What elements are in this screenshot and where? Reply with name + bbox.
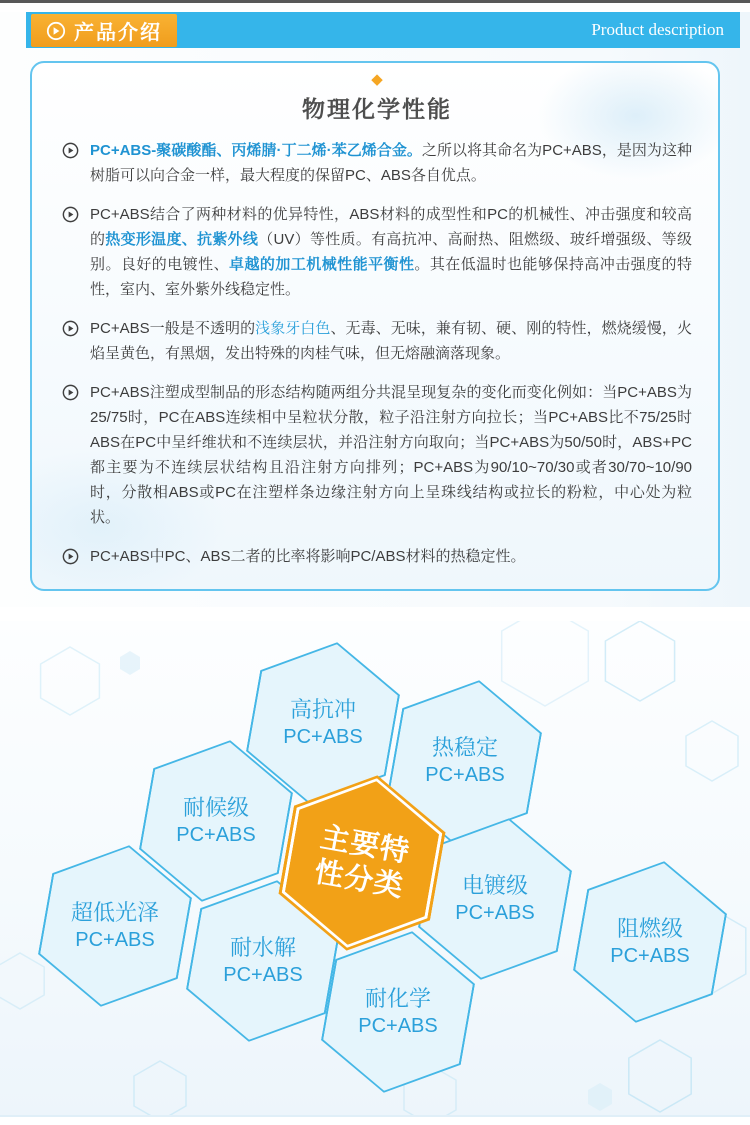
feature-name: 耐水解 xyxy=(229,935,296,960)
material-name: PC+ABS xyxy=(358,1015,438,1037)
material-name: PC+ABS xyxy=(75,929,155,951)
arrow-circle-icon xyxy=(62,320,79,366)
text-segment: PC+ABS一般是不透明的 xyxy=(90,320,256,337)
bullet-item xyxy=(62,202,692,302)
highlighted-phrase: 热变形温度、抗紫外线 xyxy=(105,231,259,248)
card-title: 物理化学性能 xyxy=(302,96,452,122)
material-name: PC+ABS xyxy=(283,726,363,748)
hexagon-ultra-low-gloss xyxy=(44,844,186,1008)
feature-name: 超低光泽 xyxy=(70,900,159,925)
text-segment: PC+ABS结合了两种材料的优异特性，ABS材料的成型性和PC的机械性、冲击强度和较高的 xyxy=(90,206,692,248)
hexagon-main-category xyxy=(285,774,439,952)
highlighted-phrase: PC+ABS-聚碳酸酯、丙烯腈·丁二烯·苯乙烯合金。 xyxy=(90,142,422,159)
main-category-line2: 性分类 xyxy=(311,856,407,904)
bullet-item xyxy=(62,544,692,569)
properties-card xyxy=(30,61,720,591)
material-name: PC+ABS xyxy=(223,964,303,986)
bullet-item xyxy=(62,380,692,530)
material-name: PC+ABS xyxy=(455,902,535,924)
section-title: 产品介绍 xyxy=(74,22,162,44)
material-name: PC+ABS xyxy=(176,824,256,846)
text-segment: 、无毒、无味，兼有韧、硬、刚的特性，燃烧缓慢，火焰呈黄色，有黑烟，发出特殊的肉桂气味，但无熔融滴落现象。 xyxy=(90,320,692,362)
section-title-badge xyxy=(31,14,177,47)
bullet-text xyxy=(90,380,692,530)
hexagon-flame-retardant xyxy=(579,860,721,1024)
text-segment: （UV）等性质。有高抗冲、高耐热、阻燃级、玻纤增强级、等级别。良好的电镀性、 xyxy=(90,231,692,273)
section-header-bar xyxy=(26,12,740,48)
bullet-text xyxy=(90,544,526,569)
section-subtitle-en: Product description xyxy=(591,20,724,39)
feature-classification-panel xyxy=(0,621,750,1117)
feature-name: 热稳定 xyxy=(431,735,498,760)
arrow-circle-icon xyxy=(62,384,79,530)
highlighted-phrase: 卓越的加工机械性能平衡性 xyxy=(229,256,415,273)
feature-name: 耐化学 xyxy=(364,986,431,1011)
hexagon-label xyxy=(271,762,454,964)
upper-section xyxy=(0,12,750,607)
diamond-icon: ◆ xyxy=(371,71,383,88)
highlighted-phrase: 浅象牙白色 xyxy=(255,320,331,337)
main-category-line1: 主要特 xyxy=(318,821,413,869)
bullet-text xyxy=(90,316,692,366)
text-segment: PC+ABS注塑成型制品的形态结构随两组分共混呈现复杂的变化而变化例如：当PC+ABS为25/75时，PC在ABS连续相中呈粒状分散，粒子沿注射方向拉长；当PC+ABS比不75/25时ABS在PC中呈纤维状和不连续层状，并沿注射方向取向；当PC+ABS为50/50时，ABS+PC都主要为不连续层状结构且沿注射方向排列；PC+ABS为90/10~70/30或者30/70~10/90时，分散相ABS或PC在注塑样条边缘注射方向上呈珠线结构或拉长的粉粒，中心处为粒状。 xyxy=(90,384,692,526)
feature-name: 阻燃级 xyxy=(616,916,683,941)
feature-name: 高抗冲 xyxy=(289,697,356,722)
bullet-item xyxy=(62,138,692,188)
bullet-item xyxy=(62,316,692,366)
hexagon-label xyxy=(579,860,721,1024)
text-segment: PC+ABS中PC、ABS二者的比率将影响PC/ABS材料的热稳定性。 xyxy=(90,548,526,565)
bullet-text xyxy=(90,202,692,302)
text-segment: 。其在低温时也能够保持高冲击强度的特性，室内、室外紫外线稳定性。 xyxy=(90,256,692,298)
top-border-line xyxy=(0,0,750,3)
arrow-circle-icon xyxy=(62,206,79,302)
page-bottom-strip xyxy=(0,1117,750,1125)
hexagon-label xyxy=(44,844,186,1008)
arrow-circle-icon xyxy=(62,142,79,188)
material-name: PC+ABS xyxy=(610,945,690,967)
feature-name: 电镀级 xyxy=(461,873,528,898)
text-segment: 之所以将其命名为PC+ABS，是因为这种树脂可以向合金一样，最大程度的保留PC、ABS各自优点。 xyxy=(90,142,692,184)
arrow-circle-icon xyxy=(62,548,79,569)
feature-name: 耐候级 xyxy=(182,795,249,820)
material-name: PC+ABS xyxy=(425,764,505,786)
bullet-text xyxy=(90,138,692,188)
circle-arrow-icon xyxy=(46,21,66,41)
